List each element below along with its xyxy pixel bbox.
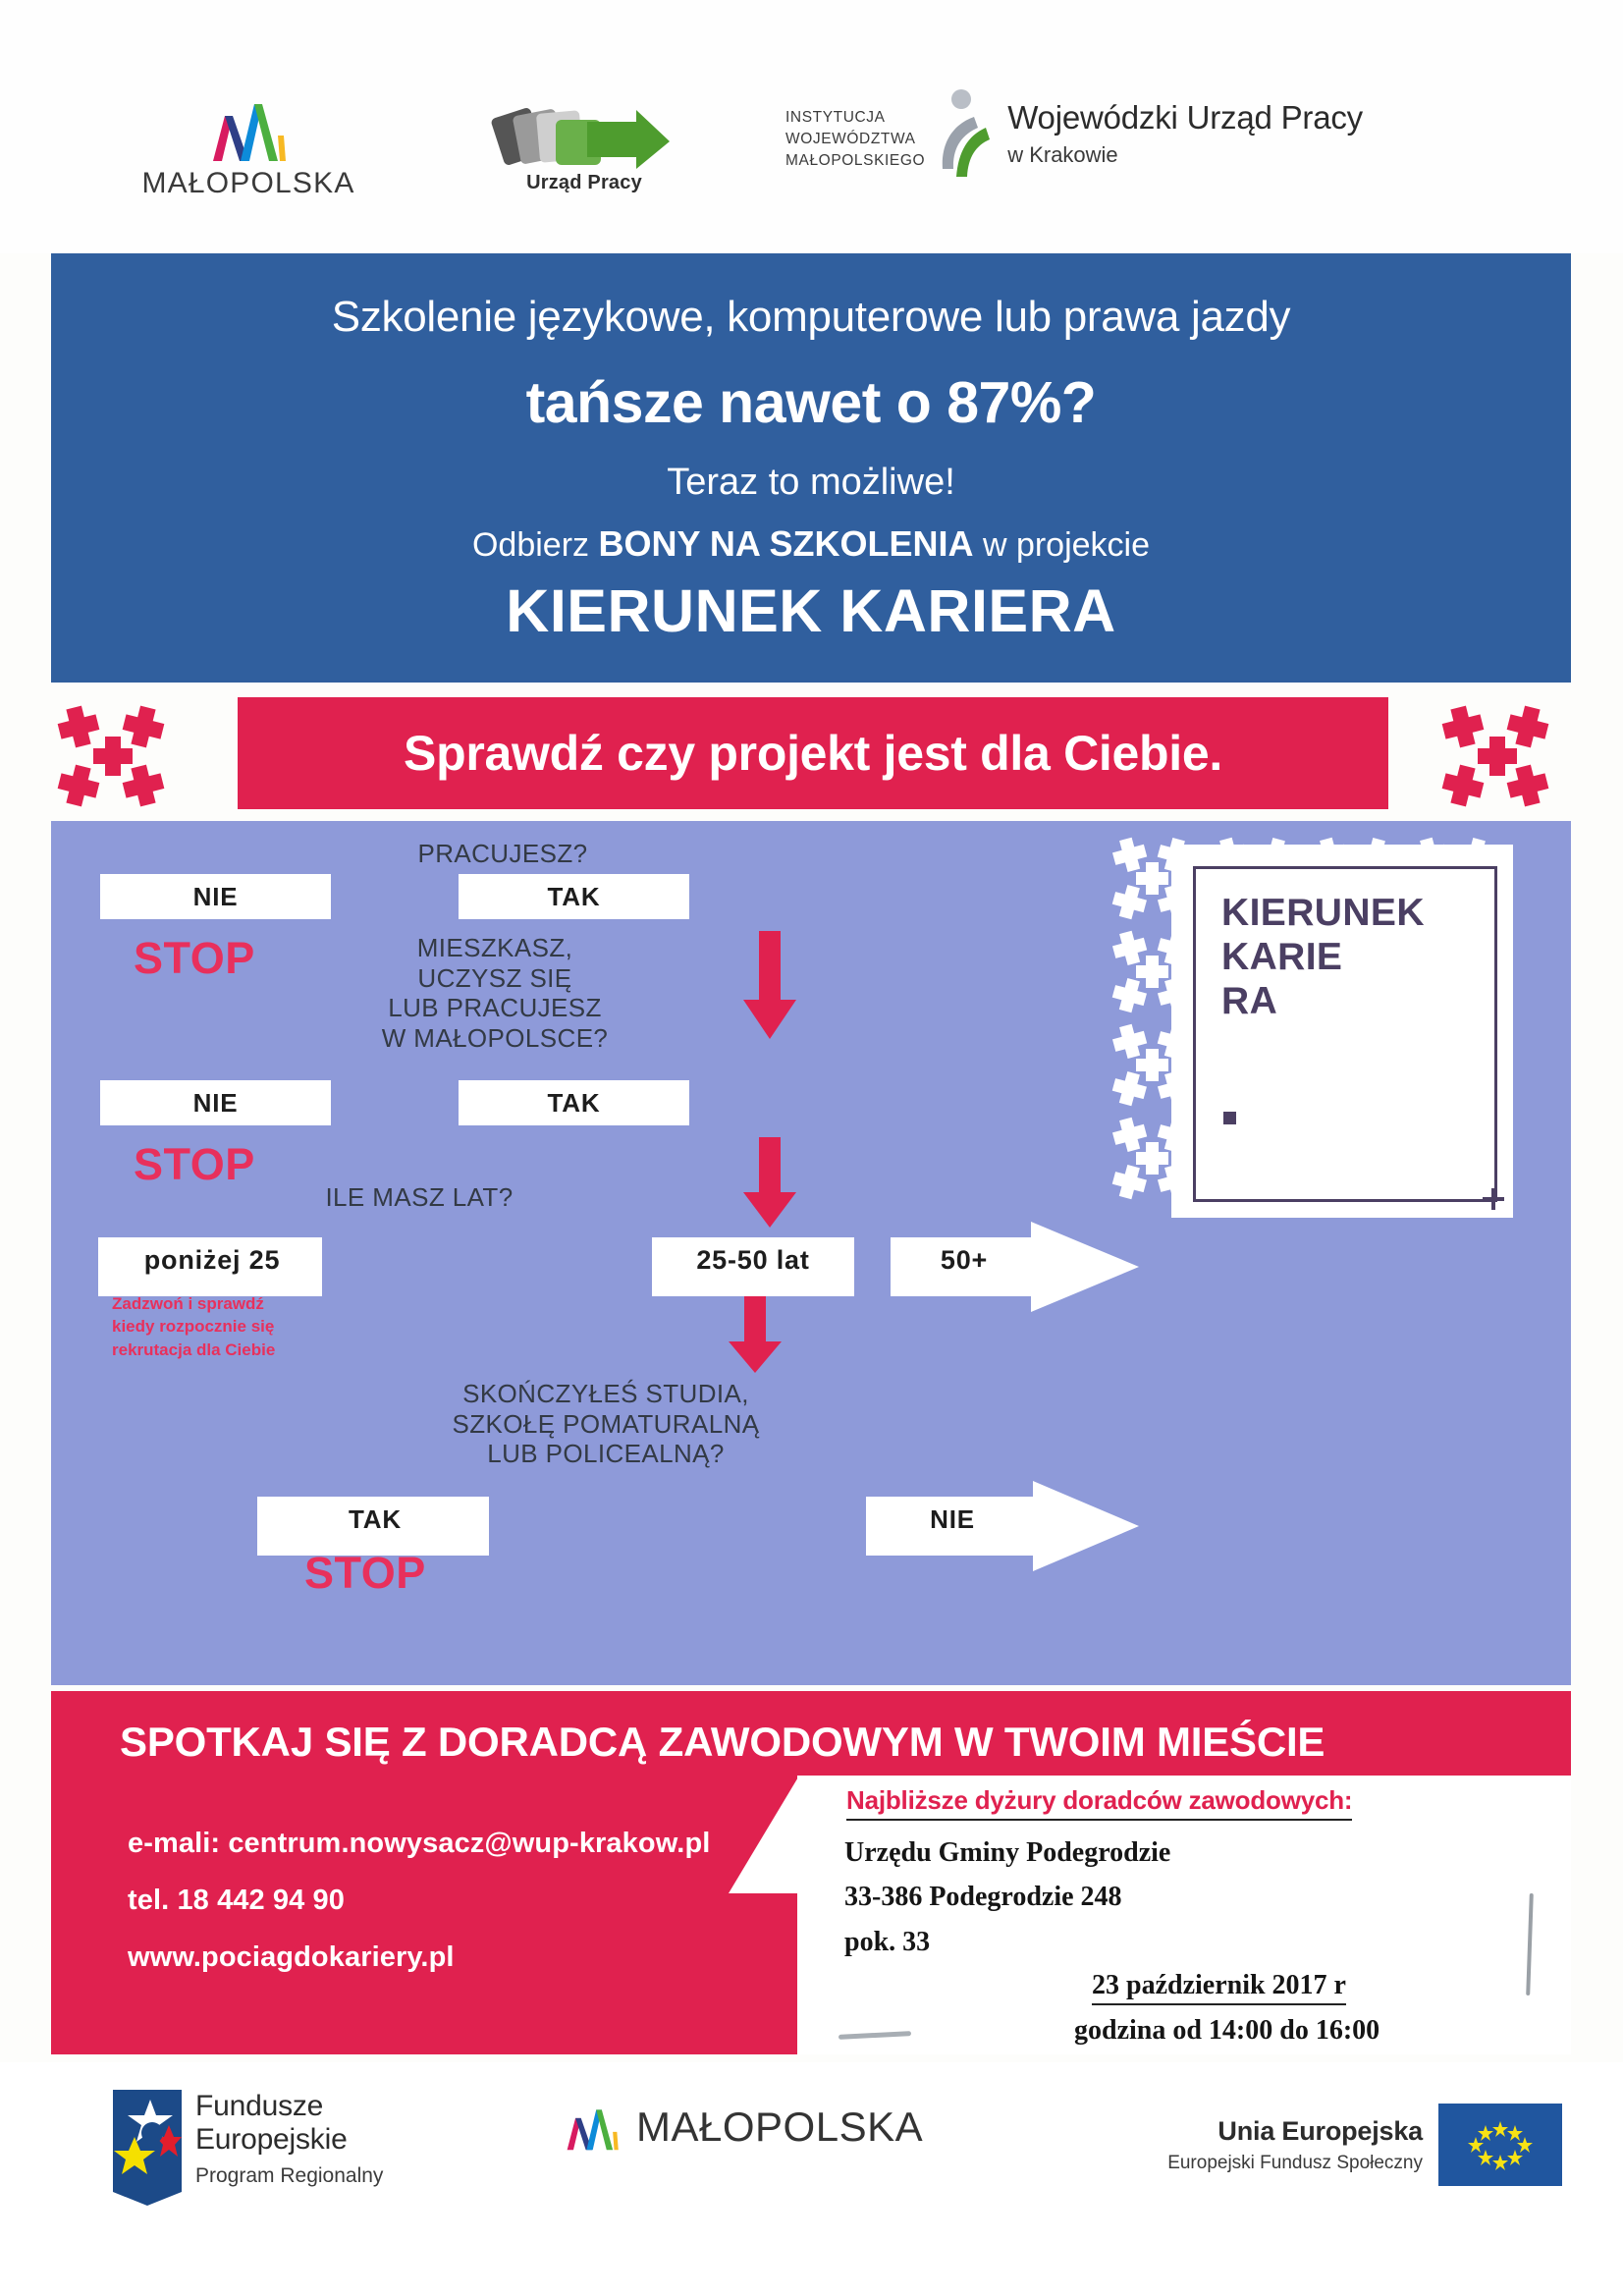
q2-answer-no[interactable]: NIE	[100, 1080, 331, 1125]
instytucja-line-1: INSTYTUCJA	[785, 109, 886, 126]
headline-line-4	[51, 523, 1571, 565]
stop-marker-1: STOP	[134, 933, 255, 983]
question-4-line-2: SZKOŁĘ POMATURALNĄ	[452, 1408, 760, 1439]
malopolska-logo-top	[106, 96, 391, 200]
wup-title: Wojewódzki Urząd Pracy	[1007, 99, 1363, 136]
kierunek-kariera-card	[1171, 845, 1513, 1218]
instytucja-caption	[785, 95, 925, 172]
question-2-label	[308, 933, 681, 1054]
under-25-note	[112, 1292, 338, 1361]
eu-flag-icon	[1438, 2104, 1562, 2186]
headline-line-4-pre: Odbierz	[471, 526, 599, 564]
eligibility-flowchart	[51, 821, 1571, 1685]
kierunek-kariera-frame	[1193, 866, 1497, 1202]
stop-marker-2: STOP	[134, 1139, 255, 1189]
malopolska-mark-footer-icon	[562, 2104, 622, 2151]
duty-note-time: godzina od 14:00 do 16:00	[1074, 2015, 1380, 2046]
kk-line-2: KARIE	[1221, 936, 1343, 979]
duty-note-date: 23 październik 2017 r	[1092, 1970, 1346, 2005]
scan-artifact-2	[839, 2031, 911, 2040]
headline-discount: tańsze nawet o 87%?	[525, 370, 1097, 435]
kk-plus-icon	[1483, 1188, 1504, 1210]
duty-note-heading: Najbliższe dyżury doradców zawodowych:	[846, 1785, 1352, 1821]
question-4-line-1: SKOŃCZYŁEŚ STUDIA,	[462, 1379, 749, 1408]
scan-artifact-1	[1526, 1893, 1534, 1995]
q2-answer-yes[interactable]: TAK	[459, 1080, 689, 1125]
q1-answer-no[interactable]: NIE	[100, 874, 331, 919]
q4-answer-no[interactable]: NIE	[930, 1503, 975, 1534]
header-logo-bar	[0, 0, 1623, 253]
fe-line-2: Europejskie	[195, 2123, 348, 2157]
wup-names	[1001, 99, 1363, 168]
wup-city: w Krakowie	[1007, 142, 1118, 167]
fundusze-europejskie-flag-icon	[113, 2090, 182, 2206]
malopolska-wordmark: MAŁOPOLSKA	[141, 167, 355, 199]
contact-section	[51, 1691, 1571, 2054]
unia-europejska-text	[1167, 2116, 1423, 2174]
question-2-line-3: LUB PRACUJESZ	[388, 993, 602, 1023]
wup-logo	[785, 86, 1363, 181]
question-2-line-1: MIESZKASZ,	[416, 933, 573, 962]
instytucja-line-3: MAŁOPOLSKIEGO	[785, 152, 926, 169]
q3-option-25-50[interactable]: 25-50 lat	[696, 1244, 810, 1275]
contact-email[interactable]: e-mali: centrum.nowysacz@wup-krakow.pl	[128, 1828, 711, 1859]
contact-title: SPOTKAJ SIĘ Z DORADCĄ ZAWODOWYM W TWOIM MIEŚCIE	[120, 1719, 1325, 1765]
headline-line-3: Teraz to możliwe!	[667, 462, 955, 503]
arrow-gap-1	[322, 1224, 652, 1310]
stop-marker-3: STOP	[304, 1548, 426, 1598]
sprawdz-band	[51, 693, 1571, 813]
unia-europejska-logo	[1167, 2104, 1562, 2186]
folk-pattern-right-icon	[1441, 699, 1565, 807]
duty-note-line-1: Urzędu Gminy Podegrodzie	[844, 1837, 1171, 1868]
sprawdz-box	[238, 697, 1388, 809]
arrow-gap-2	[854, 1224, 891, 1310]
fe-line-1: Fundusze	[195, 2090, 324, 2122]
duty-hours-note	[797, 1776, 1571, 2054]
contact-phone[interactable]: tel. 18 442 94 90	[128, 1885, 345, 1916]
project-name: KIERUNEK KARIERA	[506, 577, 1116, 644]
headline-banner	[51, 253, 1571, 683]
arrow-down-3-icon	[729, 1296, 782, 1373]
duty-note-line-2: 33-386 Podegrodzie 248	[844, 1882, 1122, 1913]
kk-dot-icon	[1223, 1112, 1236, 1124]
sprawdz-text: Sprawdź czy projekt jest dla Ciebie.	[404, 726, 1222, 781]
instytucja-line-2: WOJEWÓDZTWA	[785, 131, 916, 147]
headline-line-1: Szkolenie językowe, komputerowe lub prawa jazdy	[331, 293, 1291, 341]
q4-answer-yes[interactable]: TAK	[349, 1503, 402, 1534]
arrow-down-2-icon	[743, 1137, 796, 1228]
under-25-note-line-3: rekrutacja dla Ciebie	[112, 1339, 276, 1359]
urzad-pracy-label: Urząd Pracy	[526, 172, 642, 193]
q1-answer-yes[interactable]: TAK	[459, 874, 689, 919]
question-1-label: PRACUJESZ?	[417, 839, 588, 868]
question-4-line-3: LUB POLICEALNĄ?	[487, 1439, 725, 1469]
question-2-line-2: UCZYSZ SIĘ	[417, 962, 572, 993]
question-3-label: ILE MASZ LAT?	[325, 1182, 514, 1212]
ue-title: Unia Europejska	[1217, 2115, 1423, 2146]
malopolska-mark-icon	[205, 96, 292, 161]
kierunek-kariera-text	[1221, 891, 1425, 1024]
urzad-pracy-mark-icon	[491, 98, 677, 169]
under-25-note-line-2: kiedy rozpocznie się	[112, 1317, 275, 1337]
fe-program-sub: Program Regionalny	[195, 2164, 384, 2188]
q3-option-50-plus[interactable]: 50+	[940, 1244, 989, 1275]
arrow-gap-3	[489, 1483, 866, 1569]
kk-line-3: RA	[1221, 980, 1278, 1023]
malopolska-logo-footer	[562, 2104, 923, 2151]
note-corner-shape	[729, 1776, 799, 1893]
urzad-pracy-logo	[461, 98, 707, 194]
duty-note-line-3: pok. 33	[844, 1926, 931, 1957]
contact-website[interactable]: www.pociagdokariery.pl	[128, 1941, 455, 1973]
ue-subtitle: Europejski Fundusz Społeczny	[1167, 2152, 1423, 2173]
question-2-line-4: W MAŁOPOLSCE?	[381, 1023, 609, 1054]
malopolska-wordmark-footer: MAŁOPOLSKA	[636, 2104, 924, 2150]
headline-line-4-bold: BONY NA SZKOLENIA	[598, 523, 974, 564]
duty-note-address	[844, 1831, 1170, 1964]
wup-person-icon	[935, 86, 992, 181]
fundusze-europejskie-text	[195, 2090, 383, 2188]
kk-line-1: KIERUNEK	[1221, 892, 1425, 934]
folk-pattern-left-icon	[57, 699, 181, 807]
contact-details	[128, 1815, 710, 1986]
arrow-down-1-icon	[743, 931, 796, 1039]
headline-line-4-post: w projekcie	[973, 526, 1151, 564]
question-4-label	[400, 1379, 812, 1469]
fundusze-europejskie-logo	[113, 2090, 383, 2206]
q3-option-under-25[interactable]: poniżej 25	[143, 1244, 281, 1275]
under-25-note-line-1: Zadzwoń i sprawdź	[112, 1294, 264, 1313]
